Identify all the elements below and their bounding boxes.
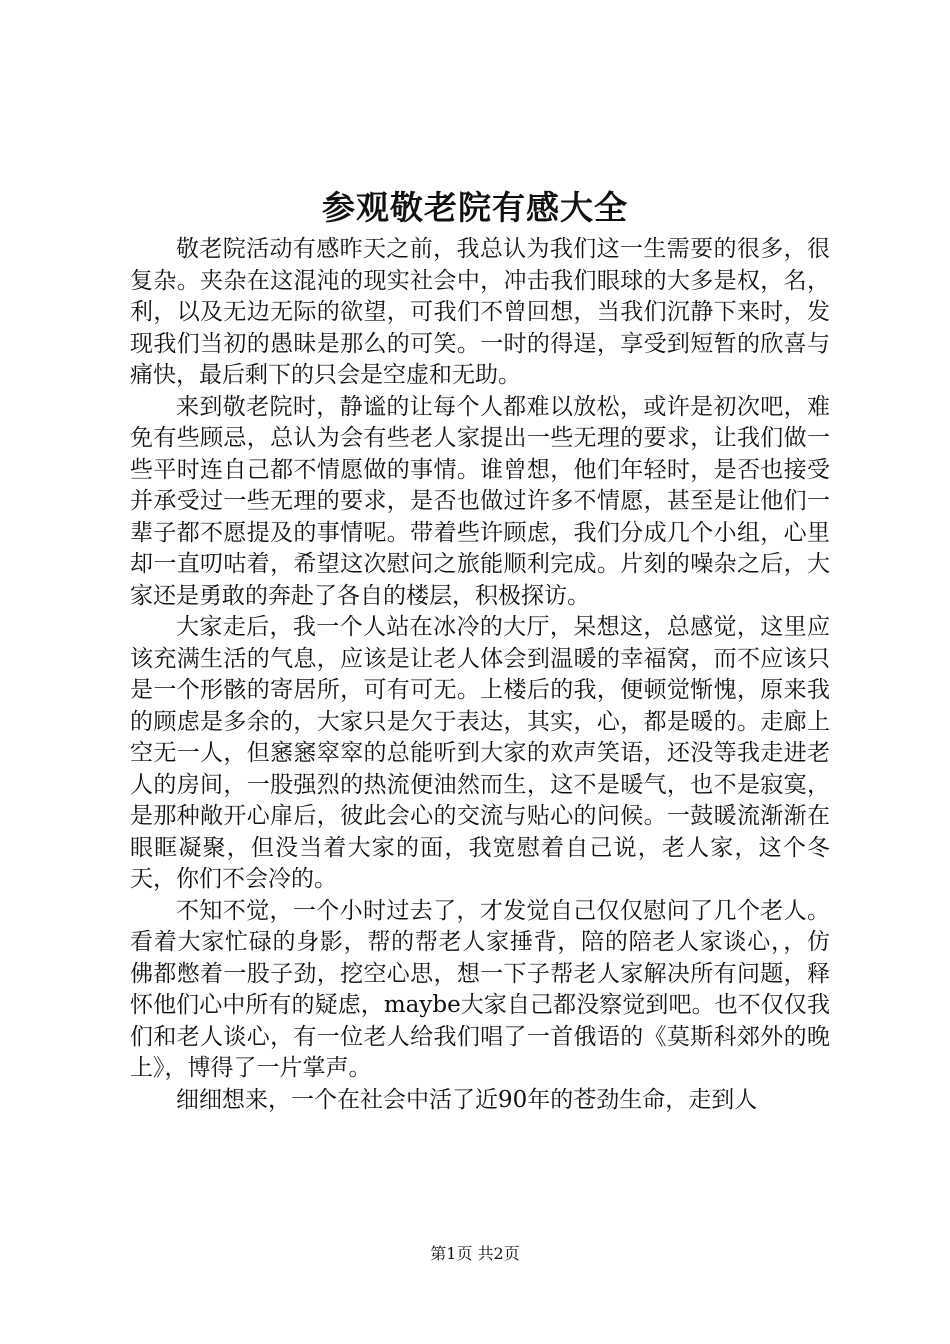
paragraph-3: 大家走后，我一个人站在冰冷的大厅，呆想这，总感觉，这里应该充满生活的气息，应该是让老人体会到温暖的幸福窝，而不应该只是一个形骸的寄居所，可有可无。上楼后的我，便顿觉惭愧，原来我的顾虑是多余的，大家只是欠于表达，其实，心，都是暖的。走廊上空无一人，但窸窸窣窣的总能听到大家的欢声笑语，还没等我走进老人的房间，一股强烈的热流便油然而生，这不是暖气，也不是寂寞，是那种敞开心扉后，彼此会心的交流与贴心的问候。一鼓暖流渐渐在眼眶凝聚，但没当着大家的面，我宽慰着自己说，老人家，这个冬天，你们不会冷的。 (130, 614, 830, 892)
page-number-footer: 第1页 共2页 (430, 1244, 520, 1263)
paragraph-2: 来到敬老院时，静谧的让每个人都难以放松，或许是初次吧，难免有些顾忌，总认为会有些老人家提出一些无理的要求，让我们做一些平时连自己都不情愿做的事情。谁曾想，他们年轻时，是否也接受并承受过一些无理的要求，是否也做过许多不情愿，甚至是让他们一辈子都不愿提及的事情呢。带着些许顾虑，我们分成几个小组，心里却一直叨咕着，希望这次慰问之旅能顺利完成。片刻的噪杂之后，大家还是勇敢的奔赴了各自的楼层，积极探访。 (130, 393, 830, 609)
paragraph-4: 不知不觉，一个小时过去了，才发觉自己仅仅慰问了几个老人。看着大家忙碌的身影，帮的帮老人家捶背，陪的陪老人家谈心，，仿佛都憋着一股子劲，挖空心思，想一下子帮老人家解决所有问题，释怀他们心中所有的疑虑，maybe大家自己都没察觉到吧。也不仅仅我们和老人谈心，有一位老人给我们唱了一首俄语的《莫斯科郊外的晚上》，博得了一片掌声。 (130, 897, 830, 1081)
document-body (130, 234, 830, 1116)
document-title: 参观敬老院有感大全 (322, 188, 628, 227)
paragraph-5: 细细想来，一个在社会中活了近90年的苍劲生命，走到人 (176, 1086, 758, 1113)
paragraph-1: 敬老院活动有感昨天之前，我总认为我们这一生需要的很多，很复杂。夹杂在这混沌的现实社会中，冲击我们眼球的大多是权，名，利，以及无边无际的欲望，可我们不曾回想，当我们沉静下来时，发现我们当初的愚昧是那么的可笑。一时的得逞，享受到短暂的欣喜与痛快，最后剩下的只会是空虚和无助。 (130, 236, 830, 388)
